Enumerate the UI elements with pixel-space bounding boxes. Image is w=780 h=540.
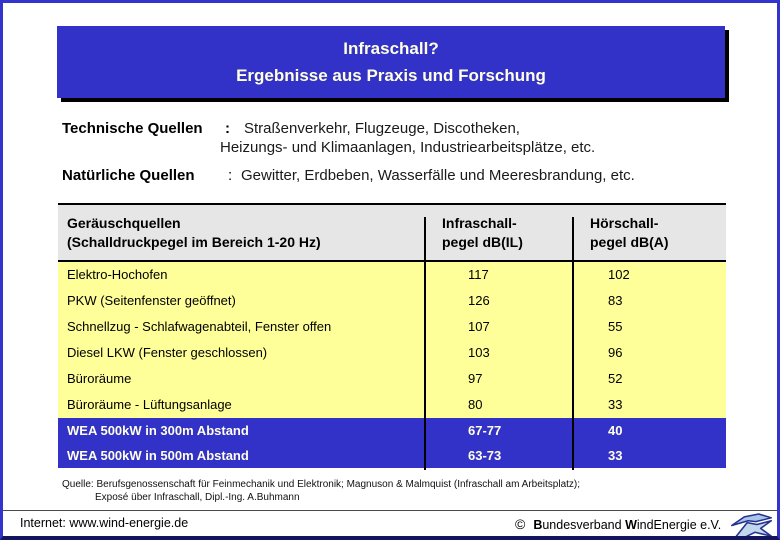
cell-hoerschall: 96 — [608, 345, 623, 360]
copyright-text-b: B — [533, 518, 543, 532]
cell-source: PKW (Seitenfenster geöffnet) — [67, 293, 236, 308]
cell-infraschall: 97 — [468, 371, 483, 386]
header-cell-infraschall — [424, 205, 572, 260]
cell-hoerschall: 52 — [608, 371, 623, 386]
table-row — [58, 340, 726, 366]
cell-source: WEA 500kW in 500m Abstand — [67, 448, 249, 463]
cell-source: Diesel LKW (Fenster geschlossen) — [67, 345, 268, 360]
internet-url: Internet: www.wind-energie.de — [20, 516, 189, 530]
cell-source: WEA 500kW in 300m Abstand — [67, 423, 249, 438]
header-infraschall-line-2: pegel dB(IL) — [442, 234, 523, 250]
cell-source: Elektro-Hochofen — [67, 267, 168, 282]
column-divider-2 — [572, 217, 574, 470]
technical-sources-colon: : — [225, 120, 230, 137]
table-row — [58, 314, 726, 340]
table-row — [58, 366, 726, 392]
cell-infraschall: 103 — [468, 345, 490, 360]
cell-hoerschall: 33 — [608, 397, 623, 412]
cell-infraschall: 80 — [468, 397, 483, 412]
copyright-icon: © — [515, 516, 526, 532]
table-row — [58, 288, 726, 314]
title-box — [57, 26, 725, 98]
header-sources-line-1: Geräuschquellen — [67, 215, 181, 231]
cell-hoerschall: 55 — [608, 319, 623, 334]
technical-sources-text-1: Straßenverkehr, Flugzeuge, Discotheken, — [244, 120, 520, 137]
source-note-line-2: Exposé über Infraschall, Dipl.-Ing. A.Buhmann — [95, 492, 300, 503]
title-line-1: Infraschall? — [343, 39, 439, 58]
table-row-wea — [58, 418, 726, 443]
natural-sources-colon: : — [228, 167, 233, 184]
header-sources-line-2: (Schalldruckpegel im Bereich 1-20 Hz) — [67, 234, 321, 250]
cell-infraschall: 63-73 — [468, 448, 502, 463]
cell-infraschall: 126 — [468, 293, 490, 308]
header-cell-sources — [58, 205, 424, 260]
header-hoerschall-line-1: Hörschall- — [590, 215, 659, 231]
header-cell-hoerschall — [572, 205, 726, 260]
bwe-bird-logo — [729, 513, 775, 539]
cell-infraschall: 117 — [468, 267, 489, 282]
table-row — [58, 262, 726, 288]
copyright — [515, 516, 721, 532]
cell-hoerschall: 40 — [608, 423, 623, 438]
table-row — [58, 392, 726, 418]
cell-infraschall: 67-77 — [468, 423, 502, 438]
technical-sources-label: Technische Quellen — [62, 120, 203, 137]
copyright-text-w: W — [625, 518, 637, 532]
cell-hoerschall: 33 — [608, 448, 623, 463]
header-hoerschall-line-2: pegel dB(A) — [590, 234, 669, 250]
column-divider-1 — [424, 217, 426, 470]
natural-sources-label: Natürliche Quellen — [62, 167, 195, 184]
table-header-row — [58, 205, 726, 260]
cell-hoerschall: 83 — [608, 293, 623, 308]
natural-sources-text: Gewitter, Erdbeben, Wasserfälle und Meeresbrandung, etc. — [241, 167, 635, 184]
noise-table — [58, 203, 726, 470]
cell-source: Büroräume - Lüftungsanlage — [67, 397, 232, 412]
title-line-2: Ergebnisse aus Praxis und Forschung — [236, 66, 546, 85]
cell-source: Schnellzug - Schlafwagenabteil, Fenster offen — [67, 319, 332, 334]
copyright-text-rest: indEnergie e.V. — [636, 518, 722, 532]
cell-source: Büroräume — [67, 371, 132, 386]
cell-infraschall: 107 — [468, 319, 490, 334]
table-row-wea — [58, 443, 726, 468]
copyright-text-mid: undesverband — [542, 518, 626, 532]
source-note-line-1: Quelle: Berufsgenossenschaft für Feinmechanik und Elektronik; Magnuson & Malmquist (Infraschall am Arbeitsplatz); — [62, 479, 581, 490]
bottom-bar-divider — [3, 510, 777, 511]
technical-sources-text-2: Heizungs- und Klimaanlagen, Industriearbeitsplätze, etc. — [220, 139, 596, 156]
cell-hoerschall: 102 — [608, 267, 630, 282]
header-infraschall-line-1: Infraschall- — [442, 215, 517, 231]
